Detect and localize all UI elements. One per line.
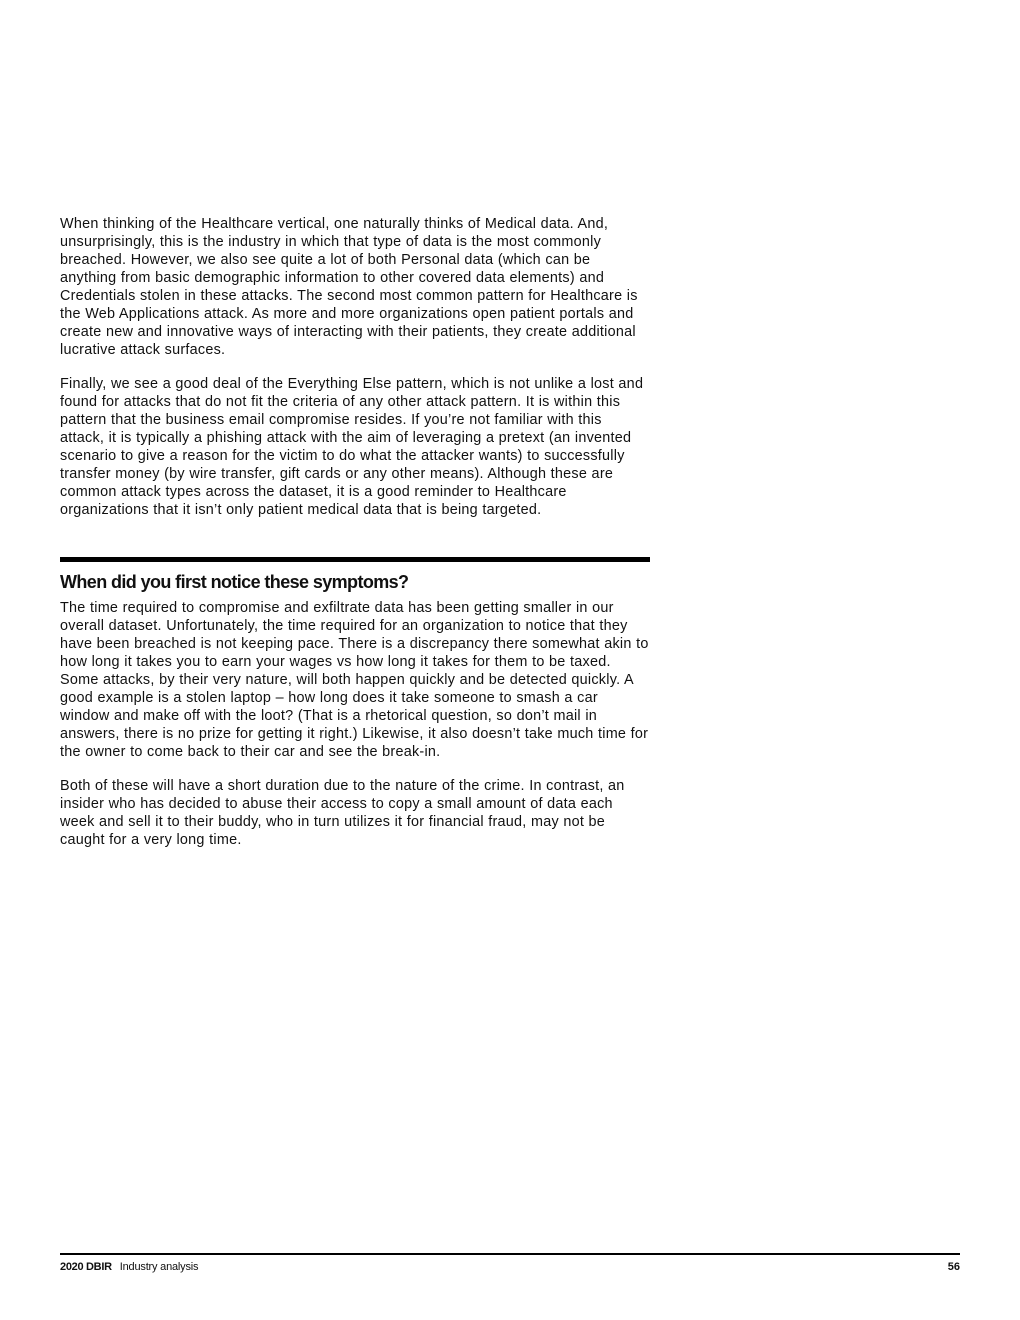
section-paragraph-1: The time required to compromise and exfiltrate data has been getting smaller in our overall dataset. Unfortunately, the time required for an organization to notice that they have been breached is not keeping pace. There is a discrepancy there somewhat akin to how long it takes you to earn your wages vs how long it takes for them to be taxed. Some attacks, by their very nature, will both happen quickly and be detected quickly. A good example is a stolen laptop – how long does it take someone to smash a car window and make off with the loot? (That is a rhetorical question, so don’t mail in answers, there is no prize for getting it right.) Likewise, it also doesn’t take much time for the owner to come back to their car and see the break-in. xyxy=(60,600,649,760)
main-content xyxy=(60,215,650,865)
page-footer xyxy=(60,1253,960,1274)
section-divider xyxy=(60,557,650,562)
section-paragraph-2: Both of these will have a short duration due to the nature of the crime. In contrast, an insider who has decided to abuse their access to copy a small amount of data each week and sell it to their buddy, who in turn utilizes it for financial fraud, may not be caught for a very long time. xyxy=(60,778,625,848)
footer-section-name: Industry analysis xyxy=(119,1261,199,1273)
body-paragraph-2: Finally, we see a good deal of the Everything Else pattern, which is not unlike a lost and found for attacks that do not fit the criteria of any other attack pattern. It is within this pattern that the business email compromise resides. If you’re not familiar with this attack, it is typically a phishing attack with the aim of leveraging a pretext (an invented scenario to give a reason for the victim to do what the attacker wants) to successfully transfer money (by wire transfer, gift cards or any other means). Although these are common attack types across the dataset, it is a good reminder to Healthcare organizations that it isn’t only patient medical data that is being targeted. xyxy=(60,376,644,518)
footer-brand: 2020 DBIR xyxy=(60,1261,112,1273)
section-heading: When did you first notice these symptoms? xyxy=(60,572,409,592)
body-paragraph-1: When thinking of the Healthcare vertical, one naturally thinks of Medical data. And, unsurprisingly, this is the industry in which that type of data is the most commonly breached. However, we also see quite a lot of both Personal data (which can be anything from basic demographic information to other covered data elements) and Credentials stolen in these attacks. The second most common pattern for Healthcare is the Web Applications attack. As more and more organizations open patient portals and create new and innovative ways of interacting with their patients, they create additional lucrative attack surfaces. xyxy=(60,216,638,358)
page-number: 56 xyxy=(947,1261,960,1273)
